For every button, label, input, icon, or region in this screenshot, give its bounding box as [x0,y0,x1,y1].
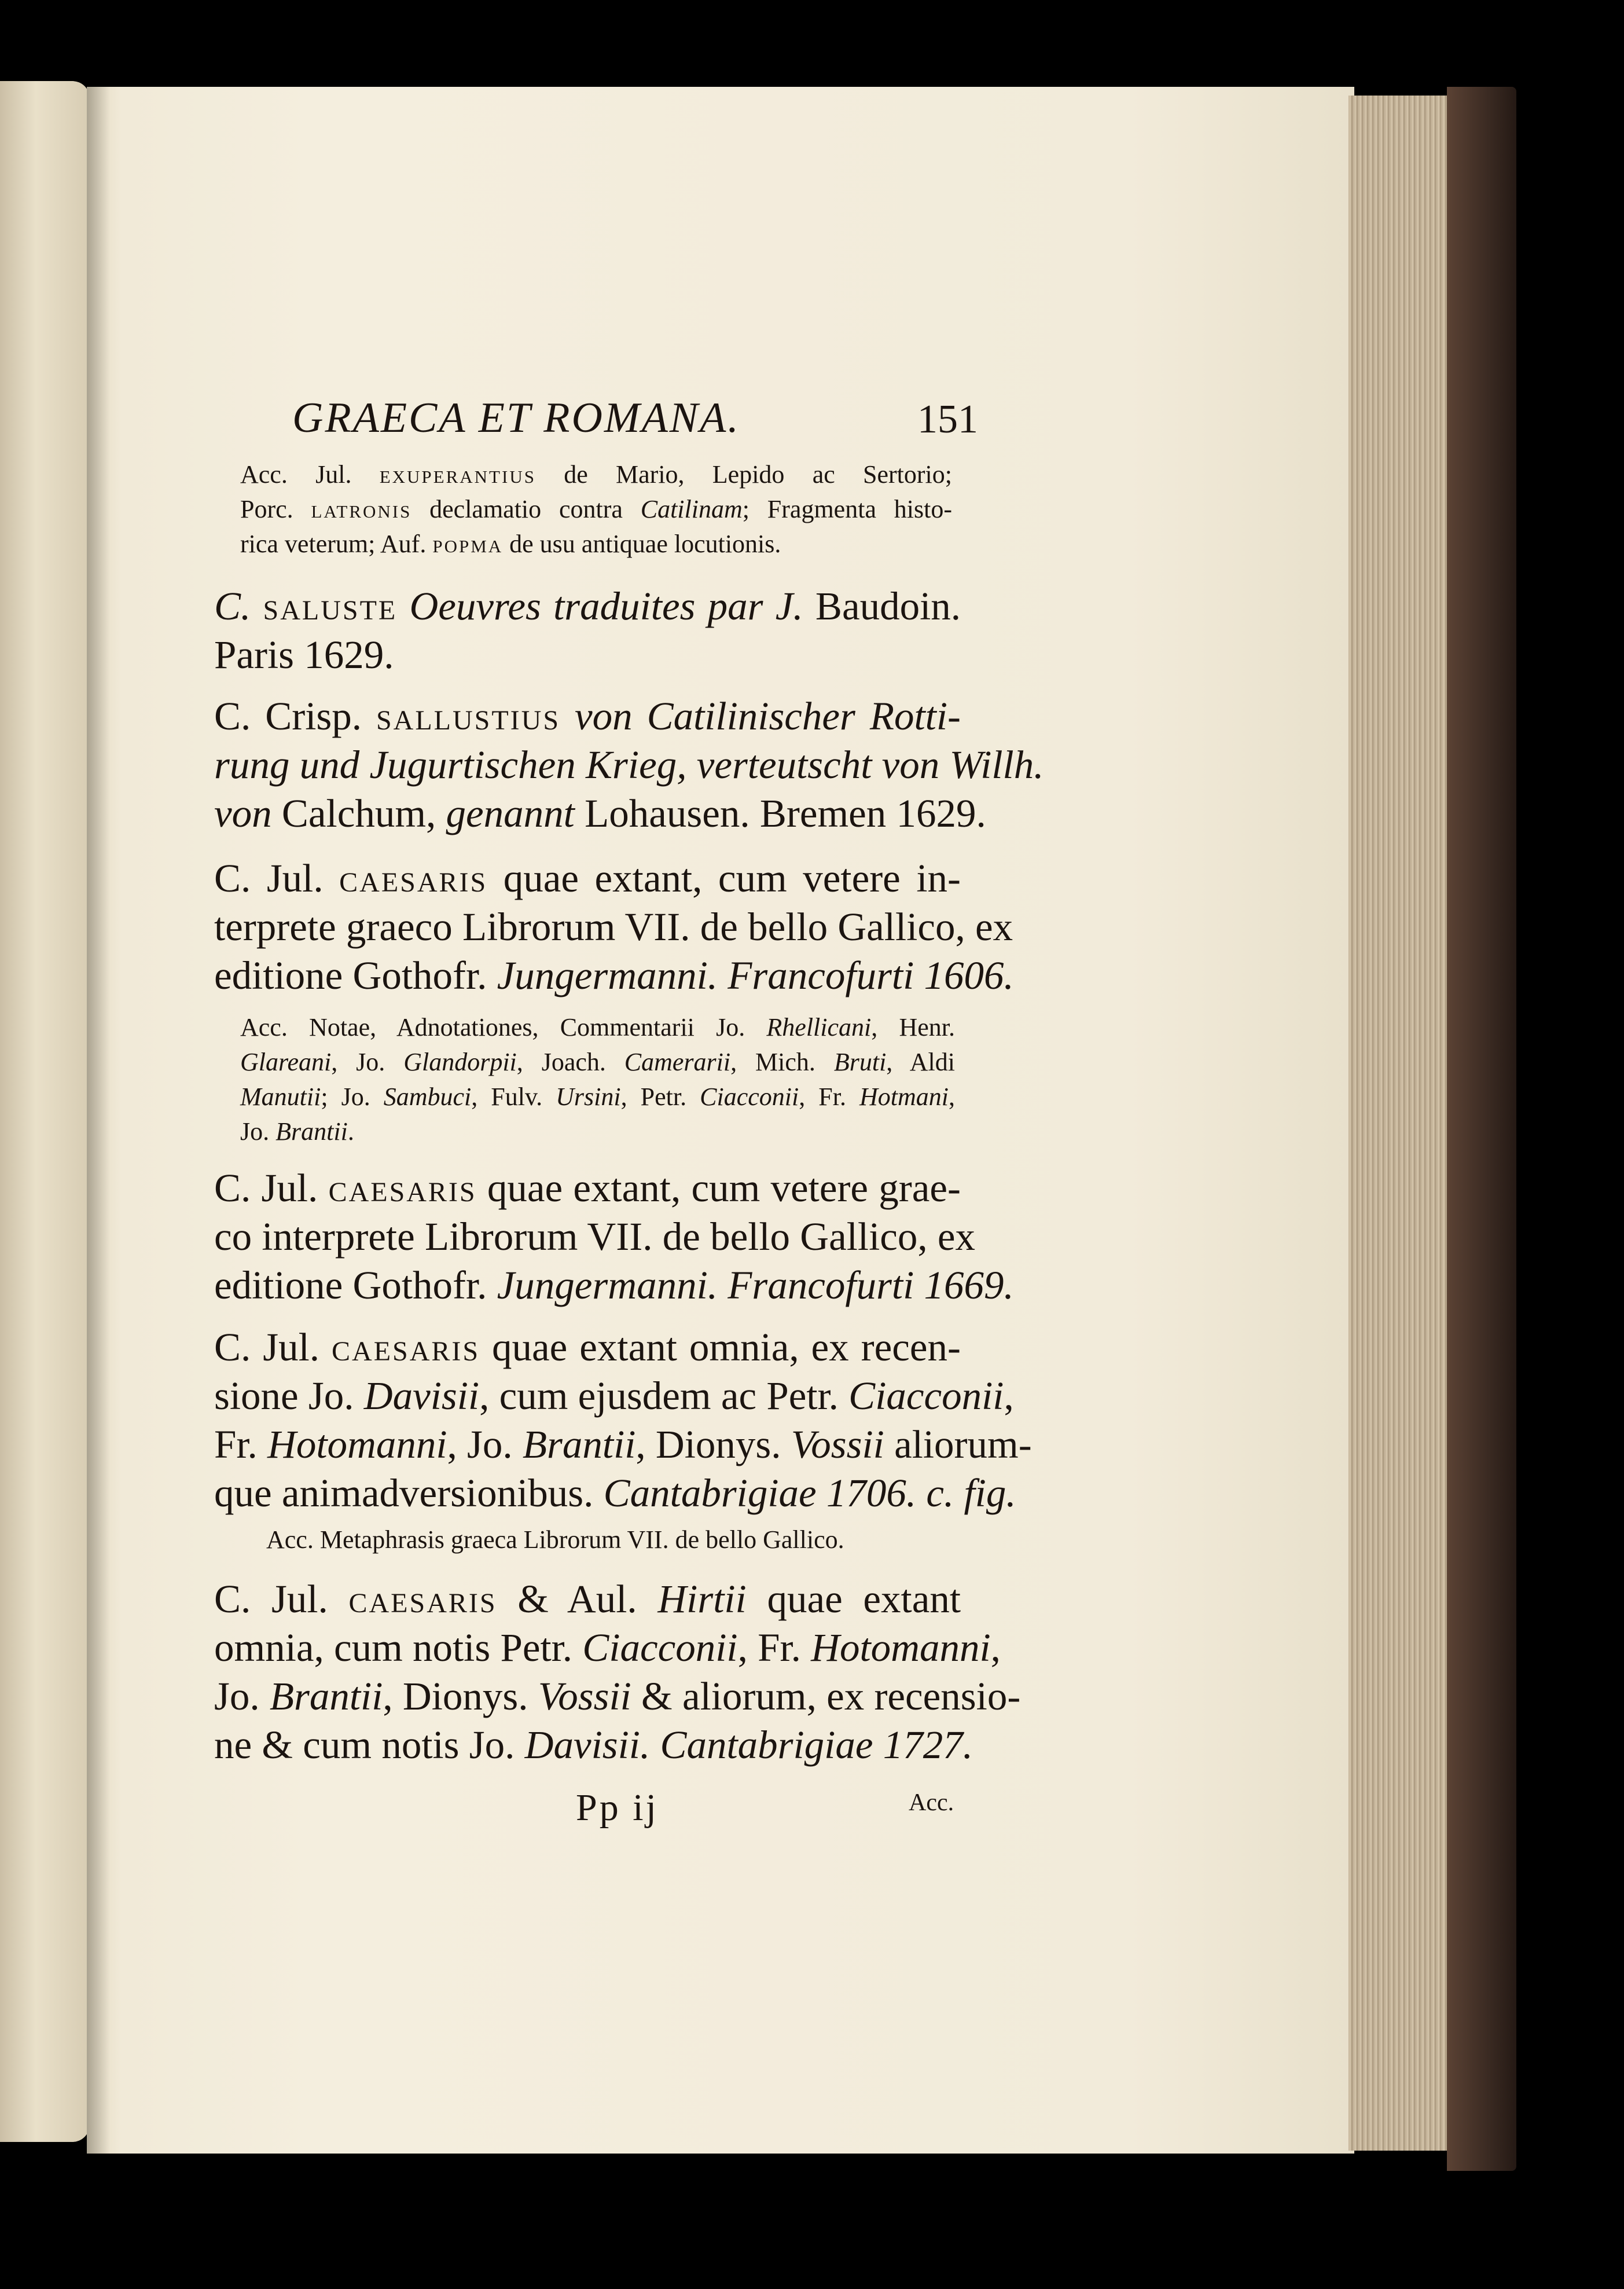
text-run: Paris 1629. [214,633,394,677]
text-run: & aliorum, ex recensio- [631,1674,1021,1718]
italic-text: Vossii [538,1674,631,1718]
text-line [214,1575,961,1623]
text-line [240,1045,955,1080]
text-run: Lohausen. Bremen 1629. [574,791,986,835]
text-line [214,582,961,630]
text-line [214,1164,961,1212]
italic-text: Sambuci [383,1083,472,1111]
author-name: latronis [311,495,412,523]
text-run: Jo. [240,1117,276,1146]
italic-text: Oeuvres traduites par J. [397,584,803,628]
italic-text: Brantii [269,1674,383,1718]
text-run: aliorum- [884,1422,1032,1466]
text-run: Baudoin. [803,584,961,628]
text-run: quae extant, cum vetere grae- [476,1166,961,1210]
text-run: , Joach. [516,1048,624,1076]
text-run: co interprete Librorum VII. de bello Gallico, ex [214,1215,976,1259]
text-run: C. Jul. [214,1166,329,1210]
text-run: Acc. Jul. [240,460,380,489]
italic-text: Hotomanni [267,1422,447,1466]
author-name: caesaris [348,1577,497,1621]
text-run: , Aldi [886,1048,956,1076]
text-line [240,492,952,527]
text-run: C. Crisp. [214,694,376,738]
text-run: , [948,1083,955,1111]
text-line [214,789,986,838]
text-run: sione Jo. [214,1374,364,1418]
text-line [240,457,952,492]
text-run: ne & cum notis Jo. [214,1723,525,1767]
facing-page-edge [0,81,90,2142]
text-run: , Mich. [730,1048,834,1076]
italic-text: Ciacconii [700,1083,799,1111]
entry-note [240,457,952,562]
text-run: editione Gothofr. [214,1263,497,1307]
text-line [214,1261,1014,1309]
author-name: saluste [263,584,398,628]
text-run: , Petr. [620,1083,700,1111]
text-line [214,630,961,679]
italic-text: von [214,791,272,835]
text-line [214,951,1014,1000]
italic-text: genannt [446,791,575,835]
text-run: C. Jul. [214,1577,349,1621]
italic-text: Rhellicani [766,1013,872,1041]
text-run: , Fr. [737,1626,811,1670]
text-run: que animadversionibus. [214,1471,604,1515]
text-run: Porc. [240,495,311,523]
italic-text: Catilinam [640,495,743,523]
text-line [240,527,952,562]
text-run: de usu antiquae locutionis. [503,530,781,558]
text-run: editione Gothofr. [214,953,497,997]
text-line [214,1371,1014,1420]
bibliography-entry [214,582,961,679]
text-run: , Dionys. [635,1422,791,1466]
text-run: quae extant [746,1577,961,1621]
entry-note [266,1523,857,1557]
page-fore-edge [1349,96,1453,2151]
catchword: Acc. [909,1789,954,1816]
italic-text: Jungermanni. Francofurti 1606. [497,953,1014,997]
text-run: , Jo. [447,1422,523,1466]
italic-text: Manutii [240,1083,321,1111]
text-run: omnia, cum notis Petr. [214,1626,583,1670]
text-run: Acc. Metaphrasis graeca Librorum VII. de bello Gallico. [266,1525,844,1554]
text-run: , cum ejusdem ac Petr. [479,1374,849,1418]
bibliography-entry [214,1575,1021,1769]
text-run: & Aul. [497,1577,658,1621]
text-run: , Dionys. [383,1674,538,1718]
text-line [214,1721,973,1769]
italic-text: Davisii [363,1374,480,1418]
text-line [214,1469,1016,1517]
text-line [240,1010,955,1045]
text-run: , Jo. [331,1048,404,1076]
text-line [214,740,1044,789]
page-gutter-shadow [87,87,110,2154]
text-line [214,692,961,740]
text-run: C. Jul. [214,1325,332,1369]
author-name: sallustius [376,694,561,738]
author-name: exuperantius [379,460,536,489]
italic-text: Cantabrigiae 1706. c. fig. [603,1471,1016,1515]
bibliography-entry [214,692,1044,838]
text-run: Jo. [214,1674,270,1718]
text-line [214,1323,961,1371]
italic-text: von Catilinischer Rotti- [560,694,961,738]
text-run: , Henr. [871,1013,955,1041]
italic-text: Bruti [833,1048,887,1076]
book-cover-edge [1447,87,1516,2171]
italic-text: Vossii [791,1422,884,1466]
text-run: declamatio contra [411,495,641,523]
author-name: caesaris [339,856,488,900]
text-line [214,1420,1032,1469]
italic-text: Ciacconii [848,1374,1004,1418]
text-line [240,1080,955,1114]
italic-text: C. [214,584,263,628]
entry-note [240,1010,955,1149]
page-number: 151 [917,397,978,442]
text-run: de Mario, Lepido ac Sertorio; [535,460,952,489]
author-name: caesaris [332,1325,480,1369]
italic-text: Ursini [556,1083,621,1111]
text-run: terprete graeco Librorum VII. de bello Gallico, ex [214,905,1013,949]
text-run: , Fr. [799,1083,859,1111]
italic-text: Hotomanni [811,1626,991,1670]
italic-text: Hirtii [657,1577,747,1621]
text-run: , [1004,1374,1014,1418]
text-line [266,1523,857,1557]
text-run: , Fulv. [471,1083,556,1111]
italic-text: Glareani [240,1048,332,1076]
italic-text: rung und Jugurtischen Krieg, verteutscht von Willh. [214,743,1044,787]
text-run: Calchum, [271,791,446,835]
italic-text: Hotmani [859,1083,949,1111]
running-head: GRAECA ET ROMANA. [292,394,740,442]
bibliography-entry [214,1164,1014,1309]
text-run: Acc. Notae, Adnotationes, Commentarii Jo. [240,1013,767,1041]
signature-mark: Pp ij [576,1787,659,1829]
text-line [240,1114,955,1149]
text-run: ; Jo. [321,1083,384,1111]
italic-text: Jungermanni. Francofurti 1669. [497,1263,1014,1307]
text-line [214,1672,1021,1721]
text-run: ; Fragmenta histo- [742,495,953,523]
author-name: popma [432,530,504,558]
text-line [214,1623,1001,1672]
text-run: quae extant, cum vetere in- [487,856,961,900]
text-run: C. Jul. [214,856,340,900]
text-run: rica veterum; Auf. [240,530,433,558]
text-line [214,854,961,903]
italic-text: Camerarii [624,1048,731,1076]
italic-text: Brantii [522,1422,636,1466]
bibliography-entry [214,1323,1032,1517]
text-run: Fr. [214,1422,268,1466]
text-run: , [990,1626,1001,1670]
italic-text: Glandorpii [403,1048,517,1076]
text-line [214,903,1013,951]
italic-text: Davisii. Cantabrigiae 1727. [524,1723,973,1767]
italic-text: Ciacconii [582,1626,738,1670]
italic-text: Brantii [275,1117,348,1146]
text-line [214,1212,976,1261]
text-run: quae extant omnia, ex recen- [480,1325,961,1369]
bibliography-entry [214,854,1014,1000]
text-run: . [347,1117,354,1146]
author-name: caesaris [328,1166,477,1210]
